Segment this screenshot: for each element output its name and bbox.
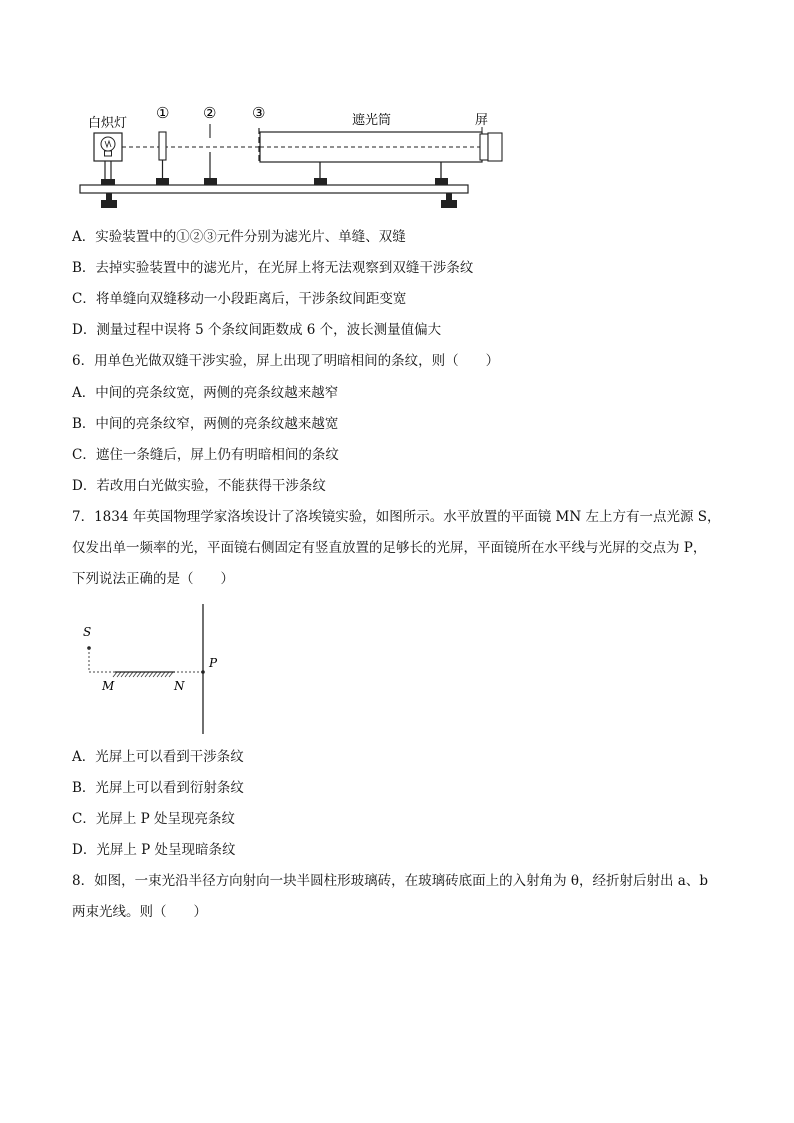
q5-option-a: A．实验装置中的①②③元件分别为滤光片、单缝、双缝: [72, 229, 406, 245]
q6-stem: 6．用单色光做双缝干涉实验，屏上出现了明暗相间的条纹，则（ ）: [72, 353, 500, 369]
q7-option-d: D．光屏上 P 处呈现暗条纹: [72, 842, 236, 858]
screen-label: 屏: [475, 113, 489, 128]
source-s-label: S: [83, 625, 92, 639]
screen: [480, 134, 488, 160]
point-p-label: P: [209, 656, 218, 670]
point-p: [201, 670, 205, 674]
bulb-icon: [101, 137, 115, 156]
q8-stem-line1: 8．如图，一束光沿半径方向射向一块半圆柱形玻璃砖，在玻璃砖底面上的入射角为 θ，经折射后射出 a、b: [72, 873, 708, 889]
component-1-mark: ①: [156, 104, 170, 122]
q7-option-b: B．光屏上可以看到衍射条纹: [72, 780, 244, 796]
component-2-mark: ②: [203, 104, 217, 122]
lamp-label: 白炽灯: [88, 116, 128, 131]
q7-option-c: C．光屏上 P 处呈现亮条纹: [72, 811, 235, 827]
light-shielding-tube: [260, 132, 482, 162]
q5-option-b: B．去掉实验装置中的滤光片，在光屏上将无法观察到双缝干涉条纹: [72, 260, 474, 276]
mirror-hatching: [113, 672, 173, 677]
q7-stem-line3: 下列说法正确的是（ ）: [72, 571, 234, 587]
q6-option-a: A．中间的亮条纹宽，两侧的亮条纹越来越窄: [72, 385, 339, 401]
q6-option-d: D．若改用白光做实验，不能获得干涉条纹: [72, 478, 326, 494]
component-3-mark: ③: [252, 104, 266, 122]
q8-stem-line2: 两束光线。则（ ）: [72, 904, 207, 920]
q5-option-d: D．测量过程中误将 5 个条纹间距数成 6 个，波长测量值偏大: [72, 322, 442, 338]
q6-option-c: C．遮住一条缝后，屏上仍有明暗相间的条纹: [72, 447, 339, 463]
q7-option-a: A．光屏上可以看到干涉条纹: [72, 749, 244, 765]
q7-stem-line1: 7．1834 年英国物理学家洛埃设计了洛埃镜实验，如图所示。水平放置的平面镜 MN 左上方有一点光源 S，: [72, 509, 721, 525]
component-1: [159, 132, 166, 160]
lloyd-mirror-figure: [75, 600, 235, 740]
q7-stem-line2: 仅发出单一频率的光，平面镜右侧固定有竖直放置的足够长的光屏，平面镜所在水平线与光屏的交点为 P，: [72, 540, 707, 556]
mirror-n-label: N: [174, 679, 185, 693]
q5-option-c: C．将单缝向双缝移动一小段距离后，干涉条纹间距变宽: [72, 291, 407, 307]
tube-label: 遮光筒: [352, 113, 392, 128]
mirror-m-label: M: [102, 679, 115, 693]
double-slit-apparatus-figure: [70, 100, 510, 220]
q6-option-b: B．中间的亮条纹窄，两侧的亮条纹越来越宽: [72, 416, 339, 432]
optical-bench: [80, 185, 468, 193]
